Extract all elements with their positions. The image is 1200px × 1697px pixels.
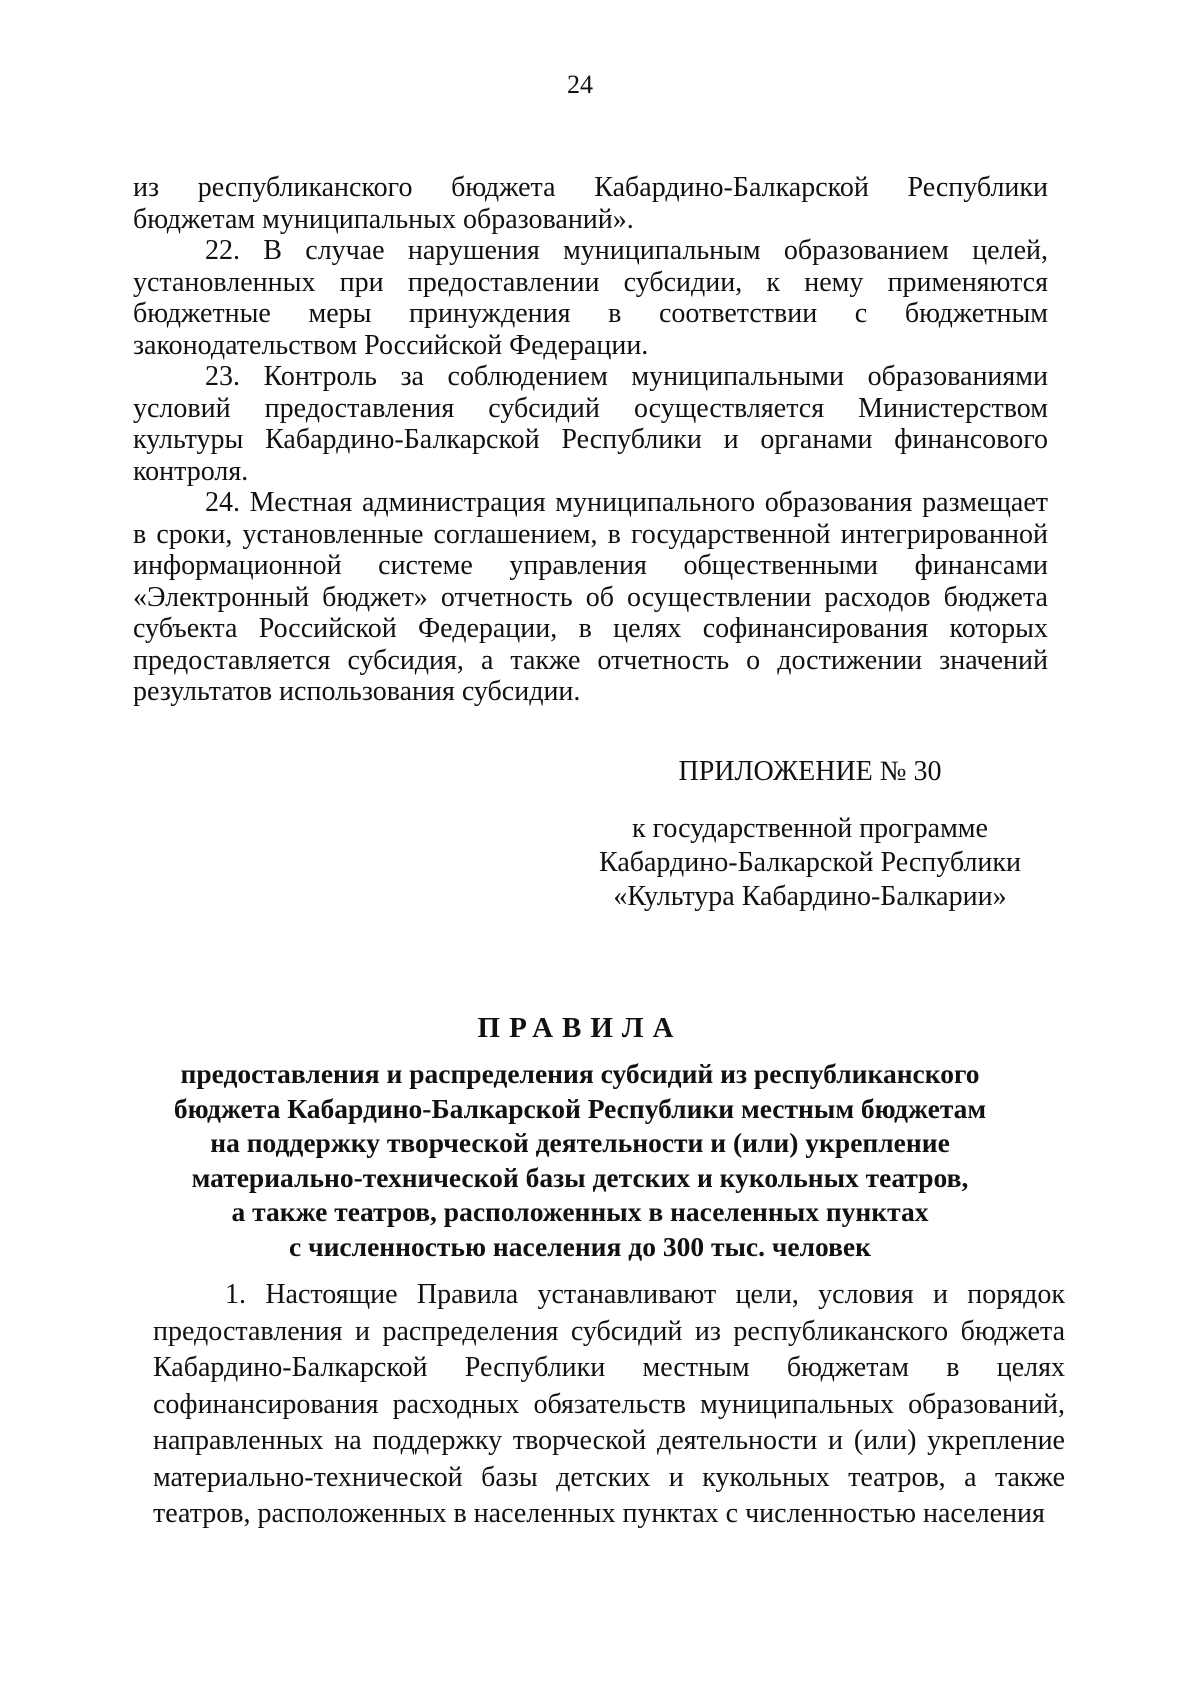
rules-title: ПРАВИЛА [477, 1012, 683, 1044]
appendix-reference [580, 812, 1040, 914]
paragraph-22: 22. В случае нарушения муниципальным образованием целей, установленных при предоставлении субсидии, к нему применяются бюджетные меры принуждения в соответствии с бюджетным законодательством Российской Федерации. [133, 235, 1048, 361]
page-number: 24 [567, 70, 593, 99]
rules-subtitle-line: с численностью населения до 300 тыс. человек [289, 1230, 871, 1262]
appendix-title: ПРИЛОЖЕНИЕ № 30 [678, 756, 942, 787]
rules-paragraph-1: 1. Настоящие Правила устанавливают цели, условия и порядок предоставления и распределения субсидий из республиканского бюджета Кабардино-Балкарской Республики местным бюджетам в целях софинансирования расходных обязательств муниципальных образований, направленных на поддержку творческой деятельности и (или) укрепление материально-технической базы детских и кукольных театров, а также театров, расположенных в населенных пунктах с численностью населения [153, 1279, 1065, 1529]
rules-subtitle [140, 1057, 1020, 1264]
document-body-lower [153, 1277, 1065, 1533]
paragraph-24: 24. Местная администрация муниципального образования размещает в сроки, установленные соглашением, в государственной интегрированной информационной системе управления общественными финансами «Электронный бюджет» отчетность об осуществлении расходов бюджета субъекта Российской Федерации, в целях софинансирования которых предоставляется субсидия, а также отчетность о достижении значений результатов использования субсидии. [133, 487, 1048, 707]
document-body-upper [133, 172, 1048, 708]
rules-subtitle-line: предоставления и распределения субсидий из республиканского [180, 1058, 980, 1089]
paragraph-23: 23. Контроль за соблюдением муниципальными образованиями условий предоставления субсидий осуществляется Министерством культуры Кабардино-Балкарской Республики и органами финансового контроля. [133, 361, 1048, 487]
paragraph-continuation: из республиканского бюджета Кабардино-Балкарской Республики бюджетам муниципальных образований». [133, 172, 1048, 235]
rules-subtitle-line: на поддержку творческой деятельности и (или) укрепление [210, 1127, 950, 1158]
appendix-line-1: к государственной программе [632, 813, 988, 844]
rules-subtitle-line: а также театров, расположенных в населенных пунктах [231, 1196, 929, 1227]
appendix-line-2: Кабардино-Балкарской Республики [599, 847, 1021, 878]
rules-subtitle-line: бюджета Кабардино-Балкарской Республики местным бюджетам [173, 1092, 987, 1124]
appendix-line-3: «Культура Кабардино-Балкарии» [613, 881, 1007, 912]
rules-subtitle-line: материально-технической базы детских и кукольных театров, [191, 1161, 969, 1193]
